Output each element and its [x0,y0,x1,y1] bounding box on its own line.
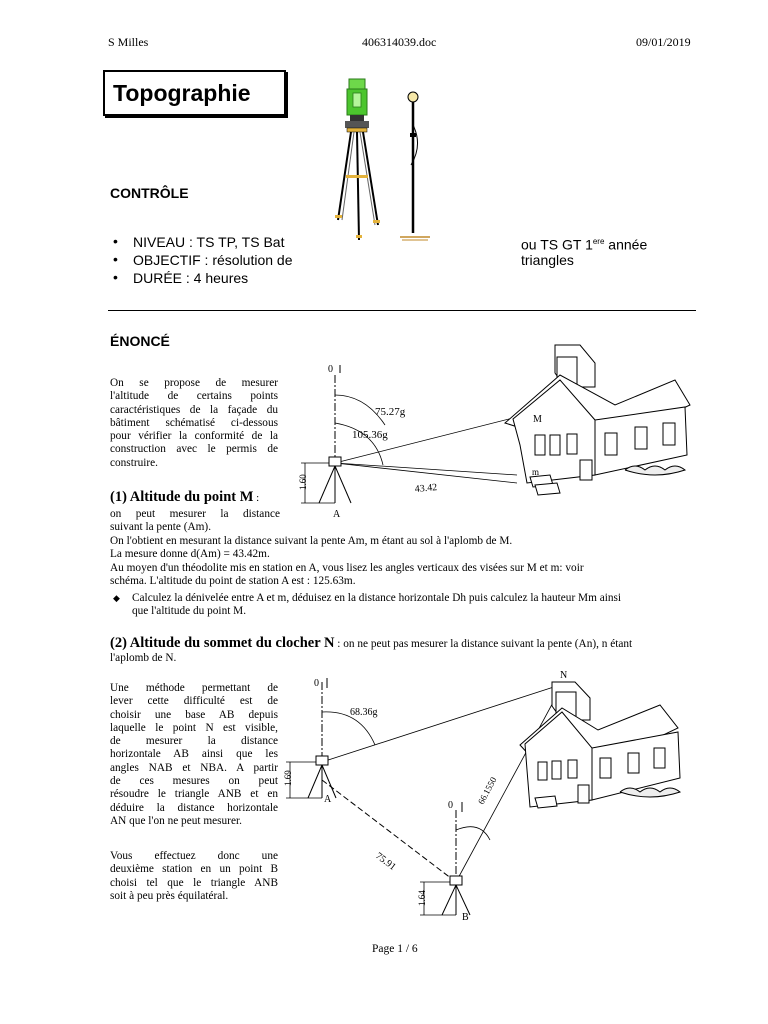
point-a-label: A [333,509,341,520]
section-divider [108,310,696,311]
height-a-label: 1.69 [283,770,293,786]
intro-paragraph: On se propose de mesurer l'altitude de certains points caractéristiques de la façade du bâtiment schématisé ci-dessous pour vérifier la conformité de la construction avec le permis de construire. [110,377,278,469]
header-filename: 406314039.doc [362,35,437,49]
house-icon [520,682,680,808]
zenith-label: 0 [328,364,333,375]
list-item-niveau-right: ou TS GT 1ere année [521,236,648,253]
list-item-label: DURÉE : 4 heures [133,270,249,286]
part-1-intro: on peut mesurer la distance suivant la pente (Am). [110,508,280,534]
list-item-objectif-right: triangles [521,252,574,268]
total-station-icon [335,79,380,240]
height-label: 1.60 [298,474,308,490]
prism-pole-icon [400,92,430,240]
angle-sol-label: 105.36g [352,429,388,441]
distance-label: 43.42 [414,482,438,495]
page-number: Page 1 / 6 [372,943,418,955]
list-item-niveau: • NIVEAU : TS TP, TS Bat [113,233,285,250]
header-author: S Milles [108,35,149,49]
point-b-label: B [462,912,469,923]
header-date: 09/01/2019 [636,35,691,49]
part-1-body: On l'obtient en mesurant la distance suivant la pente Am, m étant au sol à l'aplomb de M. La mesure donne d(Am) = 43.42m. Au moyen d'un théodolite mis en station en A, vous lisez les angles verticaux des visées sur M et m: voir schéma. L'altitude du point de station A est : 125.63m. [110,535,584,587]
part-2-method-paragraph: Une méthode permettant de lever cette difficulté est de choisir une base AB depuis laquelle le point N est visible, de mesurer la distance horizontale AB ainsi que les angles NAB et NBA. A partir de ces mesures on peut résoudre le triangle ANB et en déduire la distance horizontale AN que l'on ne peut mesurer. [110,682,278,827]
point-n-label: N [560,670,568,681]
angle-m-label: 75.27g [375,406,406,418]
point-m-low-label: m [532,467,540,477]
figure-2-diagram [280,670,700,923]
figure-1-diagram [295,335,695,520]
angle-b-label: 66.1550 [475,775,499,806]
part-2-station-paragraph: Vous effectuez donc une deuxième station en un point B choisi tel que le triangle ANB soit à peu près équilatéral. [110,850,278,902]
part-1-title: (1) Altitude du point M : [110,489,260,505]
height-b-label: 1.64 [417,890,427,906]
list-item-label: OBJECTIF : résolution de [133,252,293,268]
diamond-bullet-icon: ◆ [113,593,120,603]
zenith-b-label: 0 [448,800,453,811]
part-1-task: Calculez la dénivelée entre A et m, déduisez en la distance horizontale Dh puis calculez la hauteur Mm ainsi que l'altitude du point M. [132,592,622,618]
section-heading-enonce: ÉNONCÉ [110,333,170,349]
point-a-label: A [324,794,332,805]
list-item-duree: • DURÉE : 4 heures [113,269,249,286]
page-title: Topographie [113,80,251,106]
title-box [103,70,286,116]
point-m-label: M [533,414,542,425]
part-2-title: (2) Altitude du sommet du clocher N : on ne peut pas mesurer la distance suivant la pente (An), n étant l'aplomb de N. [110,635,633,664]
section-heading-controle: CONTRÔLE [110,185,189,201]
list-item-label: NIVEAU : TS TP, TS Bat [133,234,285,250]
list-item-objectif: • OBJECTIF : résolution de [113,251,293,268]
instrument-illustration [320,75,440,245]
zenith-a-label: 0 [314,678,319,689]
angle-a-label: 68.36g [350,707,378,718]
base-label: 75.91 [373,850,398,873]
